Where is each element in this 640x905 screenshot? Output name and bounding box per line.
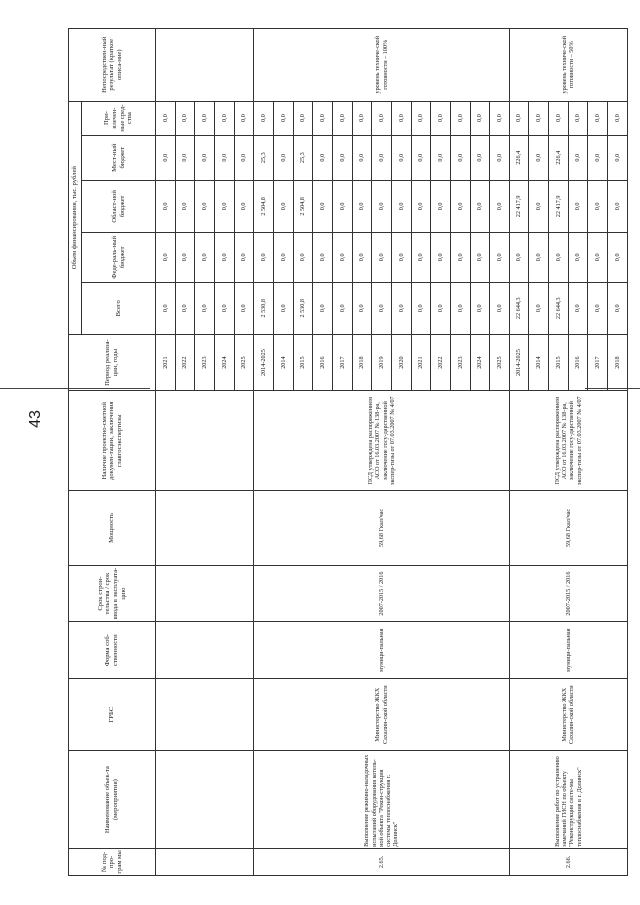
continuation-empty-cell bbox=[156, 848, 254, 875]
cell-regional: 2 504,8 bbox=[254, 180, 274, 232]
cell-local: 0,0 bbox=[234, 135, 254, 180]
cell-local: 0,0 bbox=[470, 135, 490, 180]
entry-result: уровень техниче-ской готовности – 100% bbox=[254, 29, 510, 102]
cell-attracted: 0,0 bbox=[588, 101, 608, 135]
header-num: № под-про-грам мы bbox=[69, 848, 156, 875]
financing-table bbox=[68, 28, 628, 876]
header-federal: Феде-раль-ный бюджет bbox=[82, 232, 156, 282]
cell-year: 2014-2025 bbox=[254, 334, 274, 391]
header-financing: Объем финансирования, тыс. рублей bbox=[69, 101, 82, 334]
cell-total: 0,0 bbox=[156, 282, 176, 334]
cell-year: 2021 bbox=[156, 334, 176, 391]
cell-total: 0,0 bbox=[372, 282, 392, 334]
cell-year: 2025 bbox=[234, 334, 254, 391]
cell-local: 0,0 bbox=[214, 135, 234, 180]
cell-total: 0,0 bbox=[273, 282, 293, 334]
cell-regional: 0,0 bbox=[313, 180, 333, 232]
cell-local: 0,0 bbox=[391, 135, 411, 180]
table-row bbox=[156, 29, 176, 876]
cell-federal: 0,0 bbox=[588, 232, 608, 282]
cell-federal: 0,0 bbox=[234, 232, 254, 282]
table-body bbox=[156, 29, 628, 876]
cell-local: 0,0 bbox=[156, 135, 176, 180]
cell-federal: 0,0 bbox=[608, 232, 628, 282]
page-number: 43 bbox=[27, 410, 44, 428]
cell-federal: 0,0 bbox=[568, 232, 588, 282]
cell-local: 25,3 bbox=[254, 135, 274, 180]
cell-regional: 0,0 bbox=[195, 180, 215, 232]
cell-year: 2016 bbox=[568, 334, 588, 391]
cell-federal: 0,0 bbox=[175, 232, 195, 282]
cell-year: 2014 bbox=[529, 334, 549, 391]
cell-federal: 0,0 bbox=[431, 232, 451, 282]
entry-docs: ПСД утверждена распоряжением АСО от 16.03.2007 № 138-ра, заключение госу-дарственной экспер-тизы от 07.03.2007 № 4/07 bbox=[509, 391, 627, 491]
header-grbs: ГРБС bbox=[69, 678, 156, 750]
continuation-empty-cell bbox=[156, 622, 254, 679]
cell-federal: 0,0 bbox=[372, 232, 392, 282]
cell-regional: 0,0 bbox=[372, 180, 392, 232]
cell-year: 2014 bbox=[273, 334, 293, 391]
continuation-empty-cell bbox=[156, 565, 254, 622]
entry-name: Выполнение работ по устранению замечаний ГИСН по объекту "Реконструкция систе-мы теплоснабжения в г. Долинск" bbox=[509, 751, 627, 848]
cell-federal: 0,0 bbox=[549, 232, 569, 282]
cell-regional: 0,0 bbox=[273, 180, 293, 232]
cell-local: 0,0 bbox=[431, 135, 451, 180]
cell-attracted: 0,0 bbox=[431, 101, 451, 135]
cell-total: 22 644,3 bbox=[509, 282, 529, 334]
cell-local: 0,0 bbox=[588, 135, 608, 180]
entry-number: 2.65. bbox=[254, 848, 510, 875]
header-name: Наименование объек-та (мероприятия) bbox=[69, 751, 156, 848]
cell-attracted: 0,0 bbox=[490, 101, 510, 135]
cell-federal: 0,0 bbox=[411, 232, 431, 282]
cell-local: 226,4 bbox=[549, 135, 569, 180]
cell-federal: 0,0 bbox=[195, 232, 215, 282]
cell-total: 0,0 bbox=[234, 282, 254, 334]
cell-attracted: 0,0 bbox=[273, 101, 293, 135]
entry-capacity: 59,68 Гкал/час bbox=[509, 491, 627, 566]
entry-capacity: 59,68 Гкал/час bbox=[254, 491, 510, 566]
cell-local: 25,3 bbox=[293, 135, 313, 180]
cell-regional: 0,0 bbox=[332, 180, 352, 232]
cell-regional: 0,0 bbox=[156, 180, 176, 232]
cell-federal: 0,0 bbox=[254, 232, 274, 282]
cell-year: 2024 bbox=[470, 334, 490, 391]
cell-year: 2022 bbox=[175, 334, 195, 391]
cell-year: 2015 bbox=[293, 334, 313, 391]
cell-total: 22 644,3 bbox=[549, 282, 569, 334]
cell-total: 0,0 bbox=[332, 282, 352, 334]
entry-name: Выполнение режимно-наладочных испытаний оборудования котель-ной объекта "Рекон-струкция системы теплоснабжения г. Долинск" bbox=[254, 751, 510, 848]
cell-regional: 0,0 bbox=[470, 180, 490, 232]
cell-attracted: 0,0 bbox=[509, 101, 529, 135]
cell-federal: 0,0 bbox=[391, 232, 411, 282]
cell-regional: 0,0 bbox=[490, 180, 510, 232]
header-docs: Наличие проектно-сметной докумен-тации, заключения главгосэкспертизы bbox=[69, 391, 156, 491]
cell-total: 0,0 bbox=[313, 282, 333, 334]
continuation-empty-cell bbox=[156, 491, 254, 566]
cell-federal: 0,0 bbox=[529, 232, 549, 282]
cell-year: 2024 bbox=[214, 334, 234, 391]
cell-local: 0,0 bbox=[195, 135, 215, 180]
cell-attracted: 0,0 bbox=[313, 101, 333, 135]
cell-regional: 0,0 bbox=[588, 180, 608, 232]
cell-total: 0,0 bbox=[608, 282, 628, 334]
cell-local: 0,0 bbox=[175, 135, 195, 180]
cell-total: 0,0 bbox=[450, 282, 470, 334]
cell-federal: 0,0 bbox=[293, 232, 313, 282]
cell-federal: 0,0 bbox=[273, 232, 293, 282]
cell-total: 0,0 bbox=[175, 282, 195, 334]
cell-total: 2 530,8 bbox=[293, 282, 313, 334]
cell-attracted: 0,0 bbox=[195, 101, 215, 135]
entry-period-build: 2007-2015 / 2016 bbox=[509, 565, 627, 622]
cell-local: 0,0 bbox=[608, 135, 628, 180]
entry-result: уровень техниче-ской готовности – 50% bbox=[509, 29, 627, 102]
continuation-empty-cell bbox=[156, 751, 254, 848]
cell-regional: 0,0 bbox=[214, 180, 234, 232]
cell-year: 2015 bbox=[549, 334, 569, 391]
cell-year: 2014-2025 bbox=[509, 334, 529, 391]
cell-federal: 0,0 bbox=[352, 232, 372, 282]
continuation-result-cell bbox=[156, 29, 254, 102]
cell-regional: 2 504,8 bbox=[293, 180, 313, 232]
header-capacity: Мощность bbox=[69, 491, 156, 566]
cell-year: 2018 bbox=[608, 334, 628, 391]
cell-regional: 0,0 bbox=[450, 180, 470, 232]
header-total: Всего bbox=[82, 282, 156, 334]
cell-attracted: 0,0 bbox=[372, 101, 392, 135]
cell-regional: 0,0 bbox=[352, 180, 372, 232]
cell-year: 2019 bbox=[372, 334, 392, 391]
continuation-empty-cell bbox=[156, 678, 254, 750]
cell-attracted: 0,0 bbox=[293, 101, 313, 135]
cell-year: 2017 bbox=[588, 334, 608, 391]
cell-federal: 0,0 bbox=[313, 232, 333, 282]
table-row bbox=[509, 29, 529, 876]
cell-total: 0,0 bbox=[470, 282, 490, 334]
continuation-empty-cell bbox=[156, 391, 254, 491]
header-period-build: Срок строи-тельства / срок ввода в эксплуата-цию bbox=[69, 565, 156, 622]
cell-total: 0,0 bbox=[214, 282, 234, 334]
cell-attracted: 0,0 bbox=[352, 101, 372, 135]
cell-federal: 0,0 bbox=[156, 232, 176, 282]
cell-local: 0,0 bbox=[352, 135, 372, 180]
cell-regional: 0,0 bbox=[431, 180, 451, 232]
cell-federal: 0,0 bbox=[509, 232, 529, 282]
cell-federal: 0,0 bbox=[450, 232, 470, 282]
cell-total: 0,0 bbox=[411, 282, 431, 334]
cell-attracted: 0,0 bbox=[450, 101, 470, 135]
cell-attracted: 0,0 bbox=[568, 101, 588, 135]
cell-local: 0,0 bbox=[529, 135, 549, 180]
cell-local: 226,4 bbox=[509, 135, 529, 180]
cell-local: 0,0 bbox=[450, 135, 470, 180]
cell-year: 2021 bbox=[411, 334, 431, 391]
cell-regional: 22 417,9 bbox=[509, 180, 529, 232]
cell-attracted: 0,0 bbox=[156, 101, 176, 135]
cell-attracted: 0,0 bbox=[391, 101, 411, 135]
header-period-impl: Период реализа-ции, годы bbox=[69, 334, 156, 391]
entry-grbs: Министерство ЖКХ Сахалин-ской области bbox=[509, 678, 627, 750]
cell-year: 2017 bbox=[332, 334, 352, 391]
header-result: Непосредствен-ный результат (краткое описа-ние) bbox=[69, 29, 156, 102]
cell-total: 0,0 bbox=[195, 282, 215, 334]
cell-total: 0,0 bbox=[391, 282, 411, 334]
cell-federal: 0,0 bbox=[214, 232, 234, 282]
cell-total: 0,0 bbox=[568, 282, 588, 334]
cell-attracted: 0,0 bbox=[332, 101, 352, 135]
cell-year: 2020 bbox=[391, 334, 411, 391]
entry-grbs: Министерство ЖКХ Сахалин-ской области bbox=[254, 678, 510, 750]
cell-attracted: 0,0 bbox=[411, 101, 431, 135]
cell-regional: 22 417,9 bbox=[549, 180, 569, 232]
cell-year: 2016 bbox=[313, 334, 333, 391]
cell-attracted: 0,0 bbox=[175, 101, 195, 135]
cell-regional: 0,0 bbox=[234, 180, 254, 232]
cell-year: 2023 bbox=[195, 334, 215, 391]
header-local: Мест-ный бюджет bbox=[82, 135, 156, 180]
cell-year: 2023 bbox=[450, 334, 470, 391]
cell-attracted: 0,0 bbox=[608, 101, 628, 135]
cell-local: 0,0 bbox=[568, 135, 588, 180]
cell-local: 0,0 bbox=[313, 135, 333, 180]
header-ownership: Форма соб-ственности bbox=[69, 622, 156, 679]
cell-year: 2018 bbox=[352, 334, 372, 391]
cell-year: 2022 bbox=[431, 334, 451, 391]
entry-docs: ПСД утверждена распоряжением АСО от 16.03.2007 № 138-ра, заключение госу-дарственной экспер-тизы от 07.03.2007 № 4/07 bbox=[254, 391, 510, 491]
cell-regional: 0,0 bbox=[411, 180, 431, 232]
entry-period-build: 2007-2015 / 2016 bbox=[254, 565, 510, 622]
cell-local: 0,0 bbox=[273, 135, 293, 180]
cell-local: 0,0 bbox=[490, 135, 510, 180]
cell-regional: 0,0 bbox=[608, 180, 628, 232]
cell-regional: 0,0 bbox=[175, 180, 195, 232]
table-row bbox=[254, 29, 274, 876]
cell-federal: 0,0 bbox=[470, 232, 490, 282]
table-rotated-container bbox=[68, 28, 628, 876]
cell-total: 0,0 bbox=[588, 282, 608, 334]
cell-regional: 0,0 bbox=[568, 180, 588, 232]
cell-attracted: 0,0 bbox=[529, 101, 549, 135]
cell-federal: 0,0 bbox=[332, 232, 352, 282]
entry-ownership: муници-пальная bbox=[254, 622, 510, 679]
cell-total: 0,0 bbox=[529, 282, 549, 334]
cell-local: 0,0 bbox=[411, 135, 431, 180]
cell-total: 2 530,8 bbox=[254, 282, 274, 334]
entry-number: 2.66. bbox=[509, 848, 627, 875]
cell-federal: 0,0 bbox=[490, 232, 510, 282]
cell-regional: 0,0 bbox=[529, 180, 549, 232]
header-regional: Област-ной бюджет bbox=[82, 180, 156, 232]
cell-attracted: 0,0 bbox=[254, 101, 274, 135]
cell-total: 0,0 bbox=[431, 282, 451, 334]
cell-local: 0,0 bbox=[332, 135, 352, 180]
cell-attracted: 0,0 bbox=[549, 101, 569, 135]
header-attracted: При-влечен-ные сред-ства bbox=[82, 101, 156, 135]
cell-local: 0,0 bbox=[372, 135, 392, 180]
cell-regional: 0,0 bbox=[391, 180, 411, 232]
cell-attracted: 0,0 bbox=[470, 101, 490, 135]
cell-total: 0,0 bbox=[352, 282, 372, 334]
cell-attracted: 0,0 bbox=[234, 101, 254, 135]
cell-year: 2025 bbox=[490, 334, 510, 391]
cell-attracted: 0,0 bbox=[214, 101, 234, 135]
entry-ownership: муници-пальная bbox=[509, 622, 627, 679]
cell-total: 0,0 bbox=[490, 282, 510, 334]
